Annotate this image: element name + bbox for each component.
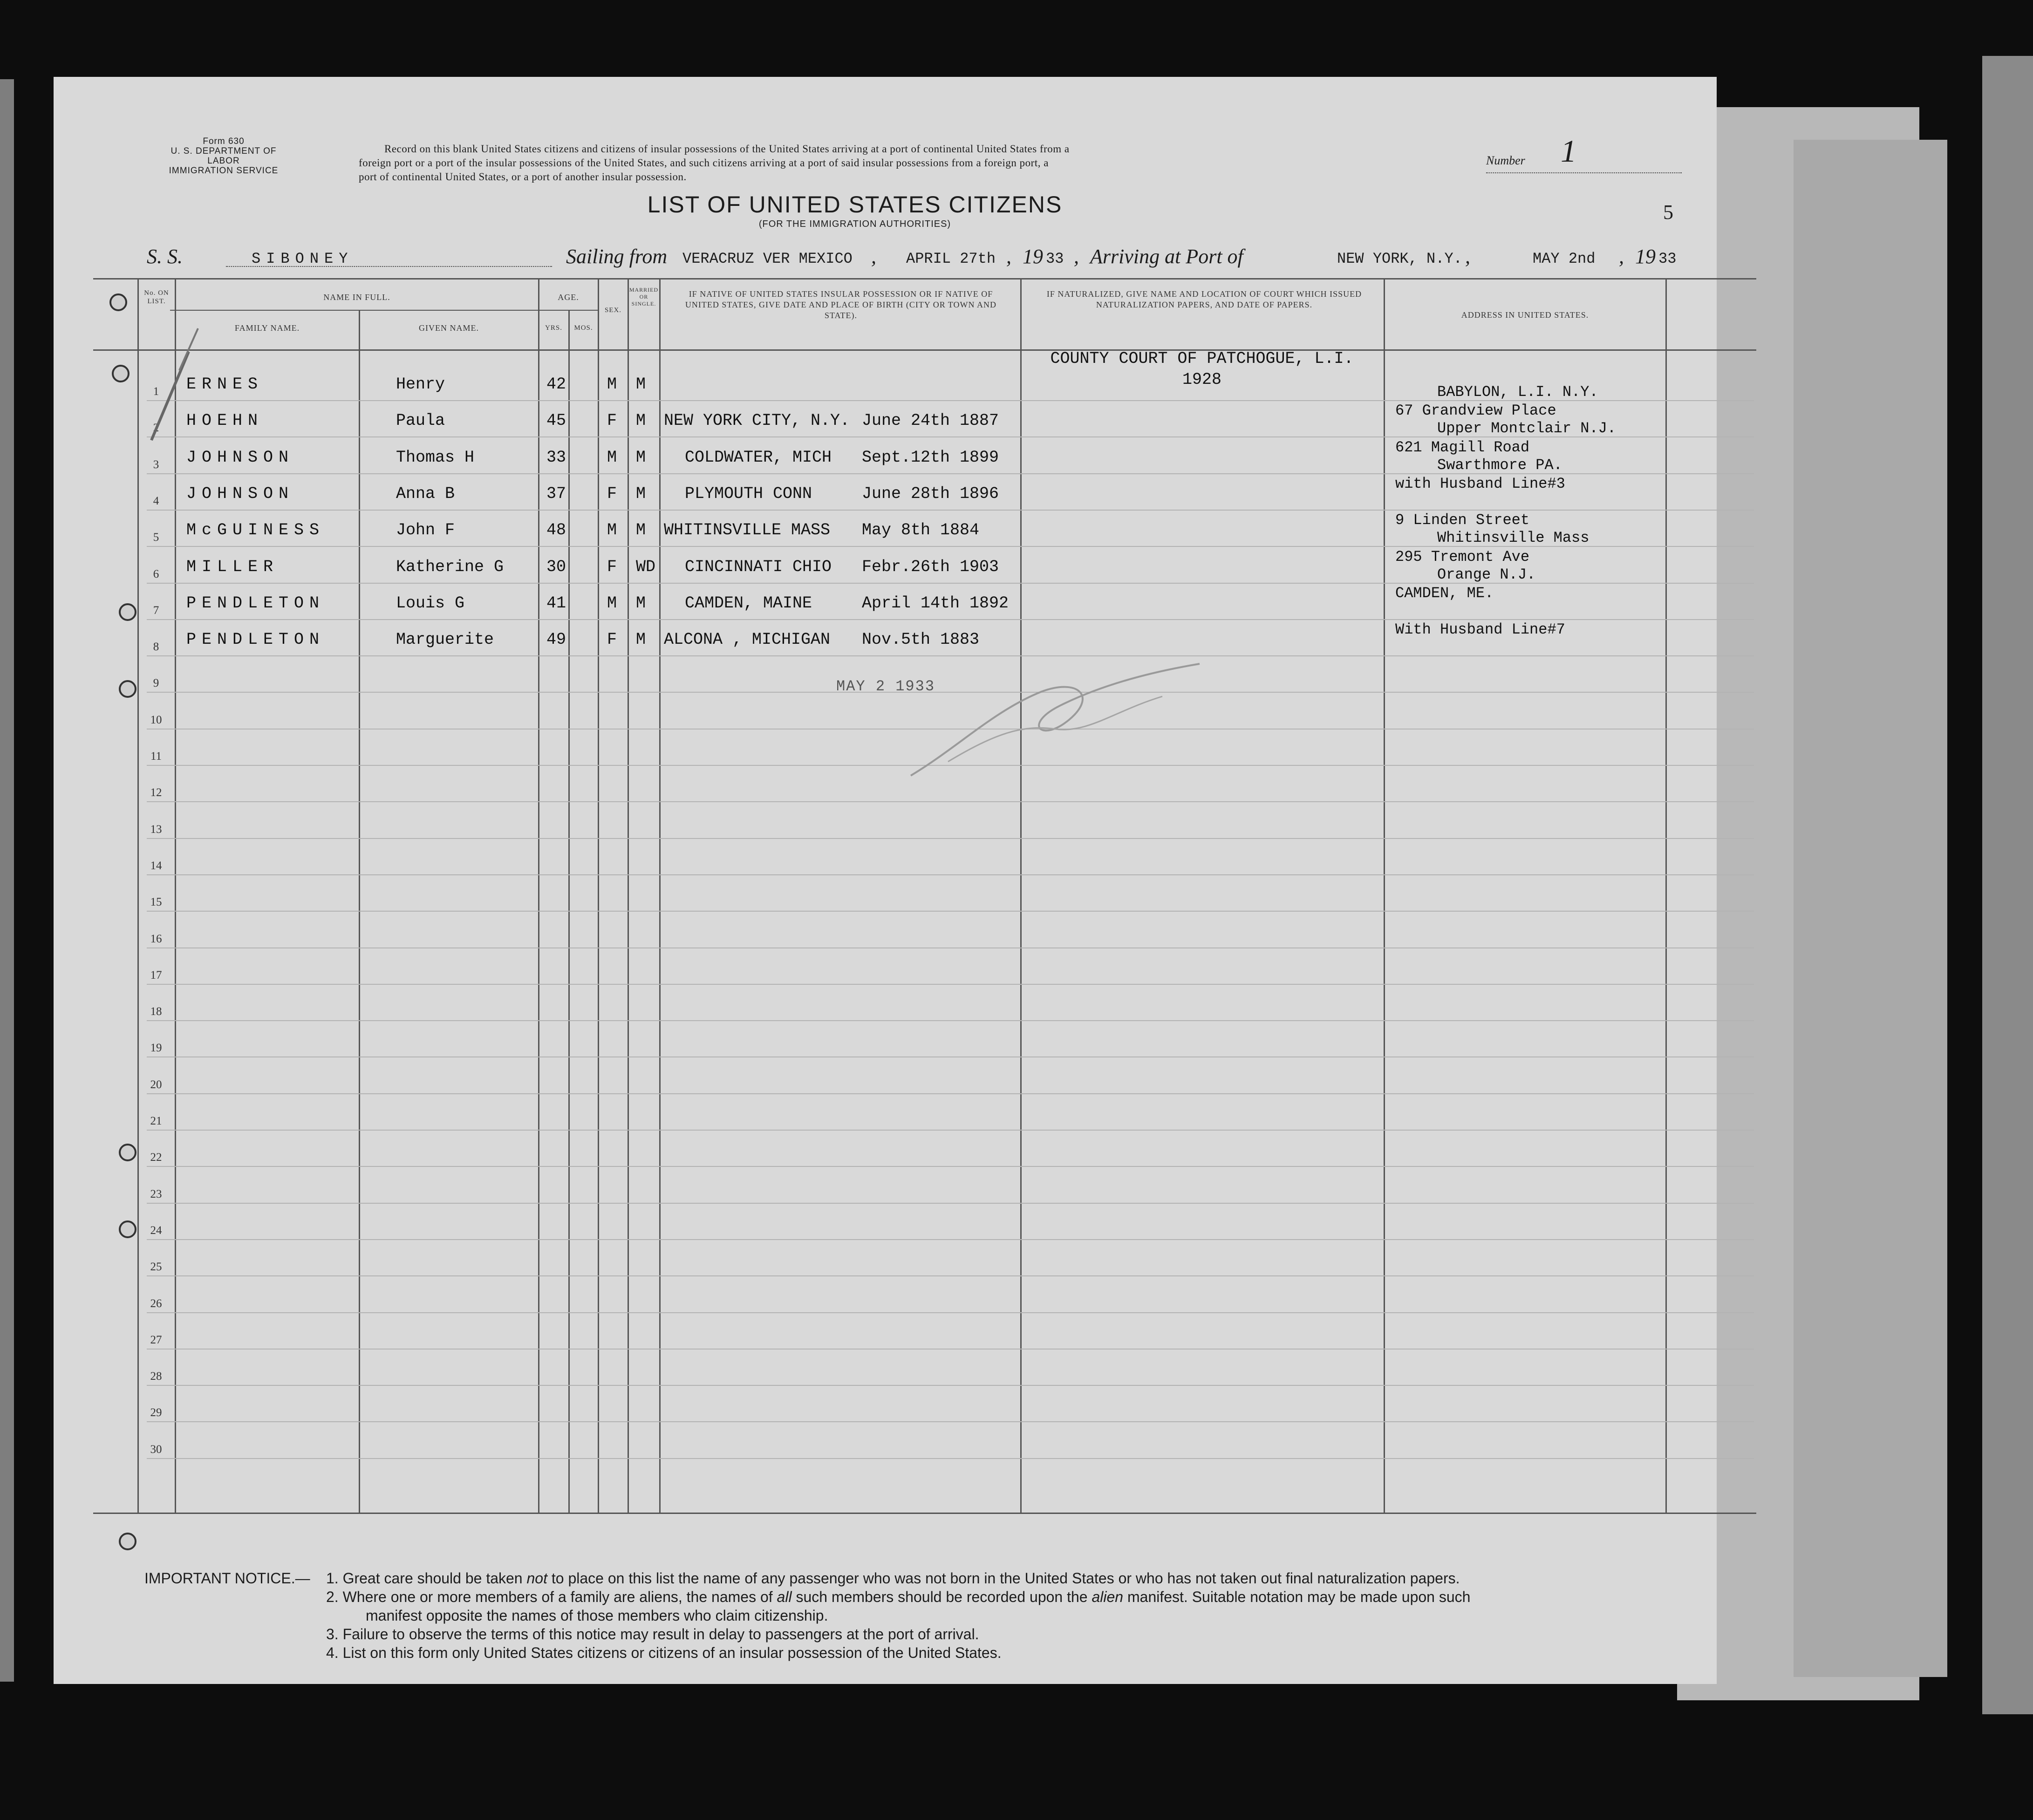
sex-cell: F bbox=[607, 558, 617, 576]
row-rule bbox=[147, 838, 1754, 839]
ss-label: S. S. bbox=[147, 245, 183, 268]
row-rule bbox=[147, 1166, 1754, 1167]
col-header-yrs: YRS. bbox=[545, 324, 562, 332]
age-cell: 41 bbox=[546, 594, 566, 613]
col-header-family: FAMILY NAME. bbox=[234, 323, 300, 333]
sex-cell: M bbox=[607, 594, 617, 613]
age-cell: 30 bbox=[546, 558, 566, 576]
inspector-signature bbox=[901, 654, 1228, 794]
line-number: 23 bbox=[150, 1188, 162, 1200]
naturalization-cell: 1928 bbox=[1182, 370, 1221, 389]
sailing-label: Sailing from bbox=[566, 245, 668, 268]
sex-cell: F bbox=[607, 411, 617, 430]
address-cell: with Husband Line#3 bbox=[1395, 475, 1565, 492]
col-line-10 bbox=[1665, 278, 1667, 1513]
comma-4: , bbox=[1465, 245, 1470, 268]
given-name-cell: Marguerite bbox=[396, 630, 494, 649]
notice-2-emphasis-2: alien bbox=[1092, 1588, 1124, 1605]
sex-cell: M bbox=[607, 448, 617, 467]
age-cell: 45 bbox=[546, 411, 566, 430]
address-cell: 67 Grandview Place bbox=[1395, 402, 1556, 419]
comma-2: , bbox=[1006, 245, 1011, 268]
col-header-mos: MOS. bbox=[574, 324, 593, 332]
address-cell: CAMDEN, ME. bbox=[1395, 585, 1494, 602]
notice-item-1 bbox=[326, 1570, 1460, 1587]
notice-1b: to place on this list the name of any passenger who was not born in the United States or who has not taken out final naturalization papers. bbox=[547, 1570, 1460, 1587]
birthdate-cell: May 8th 1884 bbox=[862, 521, 980, 539]
line-number: 21 bbox=[150, 1115, 162, 1127]
name-subheader-rule bbox=[170, 310, 575, 311]
col-header-age: AGE. bbox=[558, 293, 579, 302]
arrive-year-prefix: 19 bbox=[1635, 245, 1656, 268]
binder-hole bbox=[112, 365, 130, 382]
notice-2a: 2. Where one or more members of a family are aliens, the names of bbox=[326, 1588, 777, 1605]
col-line-1 bbox=[175, 278, 176, 1513]
col-line-5 bbox=[598, 278, 599, 1513]
date-stamp: MAY 2 1933 bbox=[836, 678, 935, 695]
birthdate-cell: June 28th 1896 bbox=[862, 484, 999, 503]
line-number: 25 bbox=[150, 1261, 162, 1273]
notice-2c: manifest. Suitable notation may be made upon such bbox=[1123, 1588, 1471, 1605]
line-number: 14 bbox=[150, 859, 162, 872]
scan-edge-left bbox=[0, 79, 14, 1682]
arrival-date: MAY 2nd bbox=[1533, 250, 1596, 267]
birthdate-cell: April 14th 1892 bbox=[862, 594, 1009, 613]
form-number: Form 630 bbox=[203, 136, 245, 146]
age-subheader-rule bbox=[538, 310, 598, 311]
birthplace-cell: ALCONA , MICHIGAN bbox=[664, 630, 831, 649]
line-number: 7 bbox=[153, 604, 159, 617]
line-number: 8 bbox=[153, 641, 159, 653]
family-name-cell: ERNES bbox=[186, 375, 264, 394]
col-header-sex: SEX. bbox=[604, 307, 622, 314]
address-cell: 621 Magill Road bbox=[1395, 439, 1530, 456]
birthplace-cell: WHITINSVILLE MASS bbox=[664, 521, 831, 539]
underlying-sheet-2 bbox=[1794, 140, 1947, 1677]
arrival-year: 33 bbox=[1658, 250, 1677, 267]
comma-3: , bbox=[1074, 245, 1079, 268]
row-rule bbox=[147, 1275, 1754, 1276]
page-title: LIST OF UNITED STATES CITIZENS bbox=[647, 191, 1063, 218]
row-rule bbox=[147, 619, 1754, 620]
birthdate-cell: Sept.12th 1899 bbox=[862, 448, 999, 467]
family-name-cell: JOHNSON bbox=[186, 448, 294, 467]
col-header-naturalized: IF NATURALIZED, GIVE NAME AND LOCATION OF COURT WHICH ISSUED NATURALIZATION PAPERS, AND DATE OF PAPERS. bbox=[1046, 289, 1362, 309]
birthplace-cell: NEW YORK CITY, N.Y. bbox=[664, 411, 850, 430]
family-name-cell: MILLER bbox=[186, 558, 279, 576]
line-number: 26 bbox=[150, 1297, 162, 1310]
col-header-birth: IF NATIVE OF UNITED STATES INSULAR POSSESSION OR IF NATIVE OF UNITED STATES, GIVE DATE AND PLACE OF BIRTH (CITY OR TOWN AND STATE). bbox=[685, 289, 997, 320]
birthdate-cell: Nov.5th 1883 bbox=[862, 630, 980, 649]
address-cell: Upper Montclair N.J. bbox=[1437, 420, 1617, 437]
arriving-label: Arriving at Port of bbox=[1090, 245, 1243, 268]
given-name-cell: Paula bbox=[396, 411, 445, 430]
line-number: 16 bbox=[150, 933, 162, 945]
notice-1a: 1. Great care should be taken bbox=[326, 1570, 527, 1587]
col-line-8 bbox=[1020, 278, 1022, 1513]
line-number: 13 bbox=[150, 823, 162, 836]
row-rule bbox=[147, 1020, 1754, 1021]
line-number: 20 bbox=[150, 1078, 162, 1091]
row-rule bbox=[147, 801, 1754, 802]
row-rule bbox=[147, 1093, 1754, 1094]
line-number: 1 bbox=[153, 385, 159, 398]
binder-hole bbox=[119, 1533, 136, 1550]
given-name-cell: Henry bbox=[396, 375, 445, 394]
col-header-address: ADDRESS IN UNITED STATES. bbox=[1461, 310, 1589, 320]
given-name-cell: Thomas H bbox=[396, 448, 475, 467]
line-number: 24 bbox=[150, 1224, 162, 1237]
age-cell: 33 bbox=[546, 448, 566, 467]
ship-name: SIBONEY bbox=[252, 250, 354, 267]
row-rule bbox=[147, 1203, 1754, 1204]
given-name-cell: Anna B bbox=[396, 484, 455, 503]
age-cell: 48 bbox=[546, 521, 566, 539]
line-number: 29 bbox=[150, 1406, 162, 1419]
birthplace-cell: CAMDEN, MAINE bbox=[685, 594, 812, 613]
line-number: 4 bbox=[153, 495, 159, 507]
given-name-cell: Louis G bbox=[396, 594, 465, 613]
number-label: Number bbox=[1486, 154, 1525, 167]
marital-status-cell: M bbox=[636, 375, 646, 394]
table-header-rule bbox=[93, 349, 1756, 351]
col-line-7 bbox=[659, 278, 661, 1513]
table-top-rule bbox=[93, 278, 1756, 279]
address-cell: BABYLON, L.I. N.Y. bbox=[1437, 383, 1598, 401]
naturalization-cell: COUNTY COURT OF PATCHOGUE, L.I. bbox=[1050, 349, 1354, 368]
depart-year-prefix: 19 bbox=[1023, 245, 1043, 268]
family-name-cell: PENDLETON bbox=[186, 594, 325, 613]
line-number: 27 bbox=[150, 1334, 162, 1346]
line-number: 19 bbox=[150, 1042, 162, 1054]
line-number: 22 bbox=[150, 1151, 162, 1164]
line-number: 30 bbox=[150, 1443, 162, 1456]
family-name-cell: HOEHN bbox=[186, 411, 264, 430]
birthplace-cell: COLDWATER, MICH bbox=[685, 448, 832, 467]
notice-2-emphasis: all bbox=[777, 1588, 792, 1605]
number-field bbox=[1486, 133, 1682, 173]
col-line-6 bbox=[628, 278, 629, 1513]
form-instructions bbox=[359, 142, 1477, 184]
scan-edge-right bbox=[1982, 56, 2033, 1714]
age-cell: 42 bbox=[546, 375, 566, 394]
sex-cell: F bbox=[607, 630, 617, 649]
line-number: 11 bbox=[150, 750, 162, 763]
departure-year: 33 bbox=[1046, 250, 1064, 267]
line-number: 12 bbox=[150, 786, 162, 799]
marital-status-cell: M bbox=[636, 521, 646, 539]
sex-cell: M bbox=[607, 375, 617, 394]
address-cell: Swarthmore PA. bbox=[1437, 457, 1562, 474]
row-rule bbox=[147, 1312, 1754, 1313]
line-number: 5 bbox=[153, 531, 159, 544]
col-line-9 bbox=[1384, 278, 1385, 1513]
marital-status-cell: M bbox=[636, 448, 646, 467]
row-rule bbox=[147, 1385, 1754, 1386]
col-header-given: GIVEN NAME. bbox=[419, 323, 479, 333]
line-number: 6 bbox=[153, 568, 159, 580]
given-name-cell: Katherine G bbox=[396, 558, 504, 576]
page-subtitle: (FOR THE IMMIGRATION AUTHORITIES) bbox=[758, 219, 951, 229]
family-name-cell: PENDLETON bbox=[186, 630, 325, 649]
address-cell: 9 Linden Street bbox=[1395, 511, 1530, 529]
birthdate-cell: June 24th 1887 bbox=[862, 411, 999, 430]
service-label: IMMIGRATION SERVICE bbox=[169, 166, 279, 176]
line-number: 18 bbox=[150, 1005, 162, 1018]
marital-status-cell: M bbox=[636, 484, 646, 503]
departure-port: VERACRUZ VER MEXICO bbox=[682, 250, 853, 267]
age-cell: 49 bbox=[546, 630, 566, 649]
manifest-page bbox=[54, 77, 1717, 1684]
address-cell: 295 Tremont Ave bbox=[1395, 548, 1530, 566]
notice-label: IMPORTANT NOTICE.— bbox=[144, 1570, 310, 1587]
row-rule bbox=[147, 1239, 1754, 1240]
address-cell: Whitinsville Mass bbox=[1437, 529, 1590, 546]
binder-hole bbox=[119, 680, 136, 698]
col-header-name: NAME IN FULL. bbox=[323, 293, 390, 302]
row-rule bbox=[147, 874, 1754, 875]
binder-hole bbox=[119, 1220, 136, 1238]
comma-1: , bbox=[871, 245, 876, 268]
notice-item-2-cont: manifest opposite the names of those members who claim citizenship. bbox=[366, 1607, 828, 1624]
ship-underline bbox=[226, 266, 552, 267]
address-cell: With Husband Line#7 bbox=[1395, 621, 1565, 638]
row-rule bbox=[147, 947, 1754, 948]
line-number: 17 bbox=[150, 969, 162, 982]
sex-cell: F bbox=[607, 484, 617, 503]
notice-2b: such members should be recorded upon the bbox=[791, 1588, 1092, 1605]
binder-hole bbox=[109, 293, 127, 311]
instructions-line-2: foreign port or a port of the insular possessions of the United States, and such citizens arriving at a port of said insular possessions from a foreign port, a bbox=[359, 157, 1049, 169]
col-header-marital: MARRIED OR SINGLE. bbox=[629, 286, 659, 307]
row-rule bbox=[147, 1421, 1754, 1422]
row-rule bbox=[147, 1130, 1754, 1131]
instructions-line-3: port of continental United States, or a port of another insular possession. bbox=[359, 171, 687, 183]
row-rule bbox=[147, 510, 1754, 511]
sheet-page-number: 5 bbox=[1663, 201, 1673, 224]
comma-5: , bbox=[1619, 245, 1624, 268]
notice-item-3: 3. Failure to observe the terms of this notice may result in delay to passengers at the port of arrival. bbox=[326, 1626, 979, 1643]
col-header-no: No. ON LIST. bbox=[144, 289, 169, 305]
pencil-tick-marks bbox=[142, 300, 217, 459]
birthplace-cell: PLYMOUTH CONN bbox=[685, 484, 812, 503]
birthdate-cell: Febr.26th 1903 bbox=[862, 558, 999, 576]
sex-cell: M bbox=[607, 521, 617, 539]
number-value: 1 bbox=[1561, 133, 1576, 169]
arrival-port: NEW YORK, N.Y. bbox=[1337, 250, 1462, 267]
line-number: 9 bbox=[153, 677, 159, 689]
departure-date: APRIL 27th bbox=[906, 250, 996, 267]
binder-hole bbox=[119, 1144, 136, 1161]
marital-status-cell: WD bbox=[636, 558, 656, 576]
age-cell: 37 bbox=[546, 484, 566, 503]
line-number: 3 bbox=[153, 458, 159, 471]
notice-item-4: 4. List on this form only United States citizens or citizens of an insular possession of the United States. bbox=[326, 1644, 1002, 1661]
marital-status-cell: M bbox=[636, 411, 646, 430]
notice-item-2 bbox=[326, 1588, 1470, 1606]
birthplace-cell: CINCINNATI CHIO bbox=[685, 558, 832, 576]
voyage-line bbox=[147, 245, 1684, 273]
line-number: 2 bbox=[153, 422, 159, 434]
family-name-cell: JOHNSON bbox=[186, 484, 294, 503]
department-label: U. S. DEPARTMENT OF LABOR bbox=[171, 146, 277, 166]
binder-hole bbox=[119, 603, 136, 621]
row-rule bbox=[147, 1458, 1754, 1459]
marital-status-cell: M bbox=[636, 630, 646, 649]
table-bottom-rule bbox=[93, 1513, 1756, 1514]
row-rule bbox=[147, 984, 1754, 985]
family-name-cell: McGUINESS bbox=[186, 521, 325, 539]
instructions-line-1: Record on this blank United States citizens and citizens of insular possessions of the United States arriving at a port of continental United States from a bbox=[384, 143, 1070, 155]
row-rule bbox=[147, 911, 1754, 912]
marital-status-cell: M bbox=[636, 594, 646, 613]
row-rule bbox=[147, 1349, 1754, 1350]
given-name-cell: John F bbox=[396, 521, 455, 539]
notice-1-emphasis: not bbox=[526, 1570, 547, 1587]
address-cell: Orange N.J. bbox=[1437, 566, 1536, 583]
col-line-3 bbox=[538, 278, 539, 1513]
form-agency bbox=[154, 136, 293, 176]
line-number: 28 bbox=[150, 1370, 162, 1383]
line-number: 15 bbox=[150, 896, 162, 908]
line-number: 10 bbox=[150, 714, 162, 726]
